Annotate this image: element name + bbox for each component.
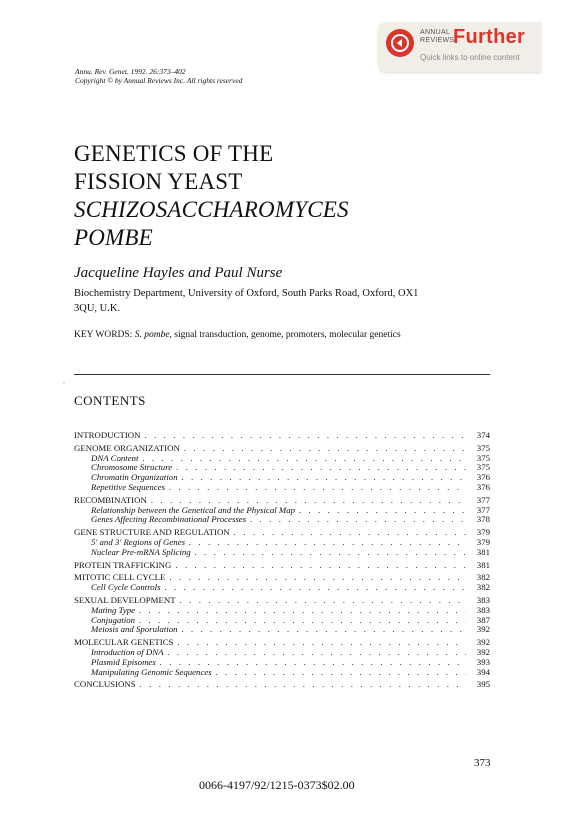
toc-leader-dots bbox=[184, 444, 466, 454]
toc-page-number: 379 bbox=[476, 537, 490, 547]
toc-leader-dots bbox=[216, 668, 466, 678]
toc-subsection[interactable] bbox=[74, 463, 490, 473]
toc-label: DNA Content bbox=[91, 453, 139, 463]
toc-label: Nuclear Pre-mRNA Splicing bbox=[91, 547, 191, 557]
copyright-line: Copyright © by Annual Reviews Inc. All rights reserved bbox=[75, 76, 243, 85]
toc-section[interactable] bbox=[74, 431, 490, 441]
toc-page-number: 382 bbox=[476, 583, 490, 593]
title-line-2: FISSION YEAST bbox=[74, 169, 243, 194]
toc-subsection[interactable] bbox=[74, 616, 490, 626]
toc-subsection[interactable] bbox=[74, 668, 490, 678]
toc-leader-dots bbox=[144, 431, 466, 441]
toc-leader-dots bbox=[168, 648, 467, 658]
badge-annual: ANNUAL bbox=[420, 29, 451, 36]
keywords-terms: signal transduction, genome, promoters, molecular genetics bbox=[174, 330, 401, 340]
margin-mark: ‘ bbox=[63, 382, 65, 388]
toc-leader-dots bbox=[299, 506, 466, 516]
toc-section[interactable] bbox=[74, 596, 490, 606]
toc-subsection[interactable] bbox=[74, 548, 490, 558]
toc-subsection[interactable] bbox=[74, 473, 490, 483]
toc-leader-dots bbox=[140, 680, 466, 690]
toc-leader-dots bbox=[250, 515, 466, 525]
toc-page-number: 377 bbox=[476, 495, 490, 505]
keywords-species: S. pombe, bbox=[134, 330, 172, 340]
toc-label: Conjugation bbox=[91, 615, 135, 625]
toc-subsection[interactable] bbox=[74, 538, 490, 548]
authors: Jacqueline Hayles and Paul Nurse bbox=[74, 265, 283, 281]
title-line-4: POMBE bbox=[74, 225, 153, 250]
toc-leader-dots bbox=[177, 638, 466, 648]
toc-section[interactable] bbox=[74, 638, 490, 648]
toc-label: Plasmid Episomes bbox=[91, 657, 156, 667]
toc-subsection[interactable] bbox=[74, 583, 490, 593]
footer-code: 0066-4197/92/1215-0373$02.00 bbox=[199, 778, 355, 792]
divider-rule bbox=[74, 374, 490, 375]
toc-label: RECOMBINATION bbox=[74, 495, 147, 505]
toc-section[interactable] bbox=[74, 496, 490, 506]
toc-subsection[interactable] bbox=[74, 515, 490, 525]
table-of-contents bbox=[74, 431, 490, 690]
toc-label: MOLECULAR GENETICS bbox=[74, 638, 174, 648]
toc-label: Chromosome Structure bbox=[91, 463, 173, 473]
toc-label: Chromatin Organization bbox=[91, 473, 178, 483]
toc-leader-dots bbox=[175, 561, 466, 571]
toc-label: 5′ and 3′ Regions of Genes bbox=[91, 537, 186, 547]
toc-subsection[interactable] bbox=[74, 648, 490, 658]
toc-leader-dots bbox=[180, 596, 466, 606]
toc-label: Relationship between the Genetical and the Physical Map bbox=[91, 505, 295, 515]
toc-page-number: 375 bbox=[476, 463, 490, 473]
toc-subsection[interactable] bbox=[74, 454, 490, 464]
toc-page-number: 392 bbox=[476, 625, 490, 635]
toc-page-number: 381 bbox=[476, 547, 490, 557]
affiliation-line-2: 3QU, U.K. bbox=[74, 303, 121, 314]
toc-label: Cell Cycle Controls bbox=[91, 583, 161, 593]
toc-label: CONCLUSIONS bbox=[74, 680, 136, 690]
toc-label: Meiosis and Sporulation bbox=[91, 625, 178, 635]
toc-page-number: 374 bbox=[476, 431, 490, 440]
toc-leader-dots bbox=[139, 606, 466, 616]
toc-leader-dots bbox=[234, 528, 466, 538]
toc-page-number: 392 bbox=[476, 647, 490, 657]
title-line-3: SCHIZOSACCHAROMYCES bbox=[74, 197, 349, 222]
toc-subsection[interactable] bbox=[74, 606, 490, 616]
toc-section[interactable] bbox=[74, 528, 490, 538]
toc-page-number: 378 bbox=[476, 515, 490, 525]
toc-leader-dots bbox=[160, 658, 466, 668]
journal-citation: Annu. Rev. Genet. 1992. 26:373–402 bbox=[75, 67, 186, 76]
toc-page-number: 383 bbox=[476, 595, 490, 605]
play-back-icon[interactable] bbox=[386, 29, 414, 57]
toc-label: GENE STRUCTURE AND REGULATION bbox=[74, 528, 230, 538]
affiliation-line-1: Biochemistry Department, University of Oxford, South Parks Road, Oxford, OX1 bbox=[74, 288, 419, 299]
toc-label: Genes Affecting Recombinational Processes bbox=[91, 515, 247, 525]
toc-subsection[interactable] bbox=[74, 625, 490, 635]
keywords bbox=[74, 330, 401, 340]
toc-label: SEXUAL DEVELOPMENT bbox=[74, 595, 176, 605]
toc-page-number: 375 bbox=[476, 443, 490, 453]
toc-page-number: 377 bbox=[476, 505, 490, 515]
toc-leader-dots bbox=[182, 625, 466, 635]
toc-label: PROTEIN TRAFFICKING bbox=[74, 560, 172, 570]
toc-leader-dots bbox=[151, 496, 466, 506]
badge-reviews: REVIEWS bbox=[420, 37, 455, 44]
toc-page-number: 379 bbox=[476, 528, 490, 538]
title-line-1: GENETICS OF THE bbox=[74, 141, 274, 166]
contents-heading: CONTENTS bbox=[74, 393, 146, 408]
badge-annual-reviews bbox=[420, 29, 454, 45]
toc-page-number: 394 bbox=[476, 667, 490, 677]
toc-label: Repetitive Sequences bbox=[91, 482, 166, 492]
toc-subsection[interactable] bbox=[74, 658, 490, 668]
toc-section[interactable] bbox=[74, 680, 490, 690]
toc-label: Introduction of DNA bbox=[91, 647, 164, 657]
toc-leader-dots bbox=[195, 548, 466, 558]
toc-leader-dots bbox=[182, 473, 466, 483]
toc-leader-dots bbox=[143, 454, 467, 464]
badge-tagline[interactable]: Quick links to online content bbox=[420, 53, 520, 62]
toc-section[interactable] bbox=[74, 573, 490, 583]
toc-subsection[interactable] bbox=[74, 506, 490, 516]
toc-page-number: 375 bbox=[476, 453, 490, 463]
toc-leader-dots bbox=[165, 583, 466, 593]
toc-page-number: 393 bbox=[476, 657, 490, 667]
toc-page-number: 376 bbox=[476, 482, 490, 492]
toc-label: MITOTIC CELL CYCLE bbox=[74, 573, 166, 583]
toc-page-number: 381 bbox=[476, 560, 490, 570]
toc-leader-dots bbox=[169, 483, 466, 493]
toc-section[interactable] bbox=[74, 444, 490, 454]
toc-subsection[interactable] bbox=[74, 483, 490, 493]
toc-label: Manipulating Genomic Sequences bbox=[91, 667, 212, 677]
toc-page-number: 382 bbox=[476, 573, 490, 583]
toc-label: GENOME ORGANIZATION bbox=[74, 443, 180, 453]
toc-page-number: 376 bbox=[476, 473, 490, 483]
toc-label: INTRODUCTION bbox=[74, 431, 141, 440]
keywords-label: KEY WORDS: bbox=[74, 330, 133, 340]
toc-leader-dots bbox=[189, 538, 466, 548]
toc-page-number: 387 bbox=[476, 615, 490, 625]
page-number: 373 bbox=[474, 757, 491, 769]
toc-label: Mating Type bbox=[91, 605, 136, 615]
toc-leader-dots bbox=[169, 573, 466, 583]
toc-leader-dots bbox=[139, 616, 466, 626]
toc-leader-dots bbox=[176, 463, 466, 473]
toc-page-number: 395 bbox=[476, 680, 490, 690]
toc-page-number: 383 bbox=[476, 605, 490, 615]
badge-further-label[interactable]: Further bbox=[453, 26, 526, 48]
toc-page-number: 392 bbox=[476, 638, 490, 648]
toc-section[interactable] bbox=[74, 561, 490, 571]
